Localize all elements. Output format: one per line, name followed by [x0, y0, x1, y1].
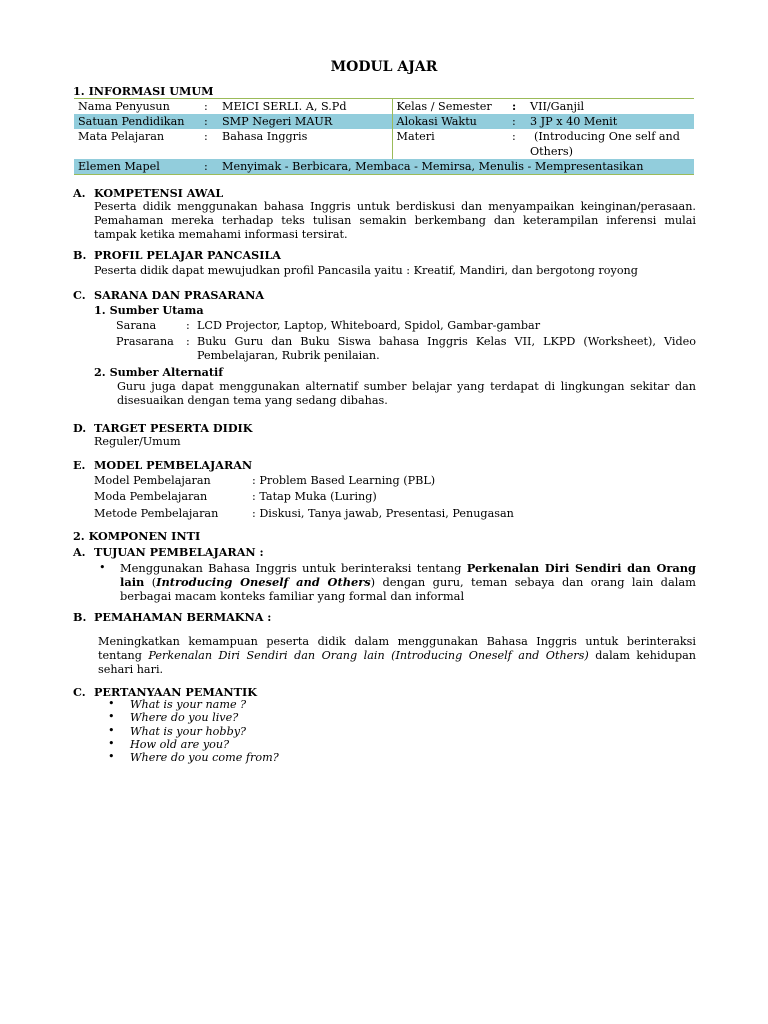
info-colon: :: [200, 99, 218, 115]
moda-value: : Tatap Muka (Luring): [252, 490, 377, 503]
section-b-heading: B. PROFIL PELAJAR PANCASILA: [73, 248, 281, 262]
info-label: Nama Penyusun: [74, 99, 200, 115]
section-d-heading: D. TARGET PESERTA DIDIK: [73, 421, 253, 435]
info-value: MEICI SERLI. A, S.Pd: [218, 99, 392, 115]
kompetensi-awal-text: Peserta didik menggunakan bahasa Inggris untuk berdiskusi dan menyampaikan keinginan/perasaan. Pemahaman mereka terhadap teks tulisan semakin berkembang dan keterampilan inferensi mulai tampak ketika memahami informasi tersirat.: [94, 200, 696, 241]
info-label: Kelas / Semester: [392, 99, 508, 115]
info-row: [74, 99, 694, 115]
tujuan-heading: A. TUJUAN PEMBELAJARAN :: [73, 545, 264, 559]
info-row: [74, 114, 694, 129]
metode-value: : Diskusi, Tanya jawab, Presentasi, Penugasan: [252, 507, 514, 520]
prasarana-value: Buku Guru dan Buku Siswa bahasa Inggris Kelas VII, LKPD (Worksheet), Video Pembelajaran, Rubrik penilaian.: [197, 335, 696, 362]
sumber-alternatif-heading: 2. Sumber Alternatif: [94, 365, 224, 379]
materi-line-1: (Introducing One self and: [534, 130, 680, 143]
info-colon: :: [508, 114, 526, 129]
tujuan-text: Menggunakan Bahasa Inggris untuk berinteraksi tentang Perkenalan Diri Sendiri dan Orang lain (Introducing Oneself and Others) dengan guru, teman sebaya dan orang lain dalam berbagai macam konteks familiar yang formal dan informal: [120, 561, 696, 603]
info-label: Mata Pelajaran: [78, 130, 165, 143]
metode-label: Metode Pembelajaran: [94, 507, 219, 520]
info-colon: :: [204, 130, 208, 143]
info-value: Menyimak - Berbicara, Membaca - Memirsa, Menulis - Mempresentasikan: [218, 159, 694, 175]
info-row: [74, 129, 694, 159]
pertanyaan-list: [108, 697, 530, 765]
sarana-value: LCD Projector, Laptop, Whiteboard, Spidol, Gambar-gambar: [197, 319, 541, 332]
info-value: VII/Ganjil: [526, 99, 694, 115]
bullet-icon: •: [108, 710, 115, 724]
sarana-label: Sarana: [116, 319, 157, 332]
info-label: Alokasi Waktu: [392, 114, 508, 129]
info-label: Materi: [396, 130, 435, 143]
sarana-colon: :: [186, 319, 190, 332]
info-value: [526, 129, 694, 159]
list-item: • What is your hobby?: [108, 723, 247, 738]
sumber-alternatif-text: Guru juga dapat menggunakan alternatif sumber belajar yang terdapat di lingkungan sekitar dan disesuaikan dengan tema yang sedang dibahas.: [117, 380, 696, 407]
section-informasi-umum-heading: 1. INFORMASI UMUM: [73, 84, 214, 98]
info-label: Satuan Pendidikan: [74, 114, 200, 129]
materi-line-2: Others): [530, 145, 573, 158]
bullet-icon: •: [99, 561, 106, 574]
pemahaman-heading: B. PEMAHAMAN BERMAKNA :: [73, 610, 272, 624]
pemahaman-text: Meningkatkan kemampuan peserta didik dalam menggunakan Bahasa Inggris untuk berinteraksi tentang Perkenalan Diri Sendiri dan Orang lain (Introducing Oneself and Others) dalam kehidupan sehari hari.: [98, 635, 696, 676]
list-item: • How old are you?: [108, 736, 230, 751]
info-row: [74, 159, 694, 175]
bullet-icon: •: [108, 723, 115, 737]
info-table: [74, 98, 694, 175]
info-value: SMP Negeri MAUR: [218, 114, 392, 129]
info-colon: :: [200, 159, 218, 175]
info-value: Bahasa Inggris: [218, 129, 392, 159]
prasarana-label: Prasarana: [116, 335, 174, 348]
list-item: • Where do you live?: [108, 710, 239, 725]
bullet-icon: •: [108, 736, 115, 750]
model-label: Model Pembelajaran: [94, 474, 211, 487]
target-peserta-text: Reguler/Umum: [94, 435, 181, 448]
section-e-heading: E. MODEL PEMBELAJARAN: [73, 458, 253, 472]
bullet-icon: •: [108, 750, 115, 764]
info-colon: :: [512, 130, 516, 143]
info-label: Elemen Mapel: [74, 159, 200, 175]
page-title: MODUL AJAR: [330, 59, 438, 75]
prasarana-colon: :: [186, 335, 190, 348]
info-colon: :: [508, 99, 526, 115]
sumber-utama-heading: 1. Sumber Utama: [94, 303, 204, 317]
profil-pancasila-text: Peserta didik dapat mewujudkan profil Pancasila yaitu : Kreatif, Mandiri, dan bergotong royong: [94, 264, 638, 277]
bullet-icon: •: [108, 697, 115, 710]
model-value: : Problem Based Learning (PBL): [252, 474, 436, 487]
komponen-inti-heading: 2. KOMPONEN INTI: [73, 529, 201, 543]
section-a-heading: A. KOMPETENSI AWAL: [73, 186, 224, 200]
pertanyaan-heading: C. PERTANYAAN PEMANTIK: [73, 685, 257, 699]
info-colon: :: [200, 114, 218, 129]
moda-label: Moda Pembelajaran: [94, 490, 208, 503]
info-value: 3 JP x 40 Menit: [526, 114, 694, 129]
list-item: • What is your name ?: [108, 697, 247, 711]
section-c-heading: C. SARANA DAN PRASARANA: [73, 288, 265, 302]
list-item: • Where do you come from?: [108, 750, 279, 765]
